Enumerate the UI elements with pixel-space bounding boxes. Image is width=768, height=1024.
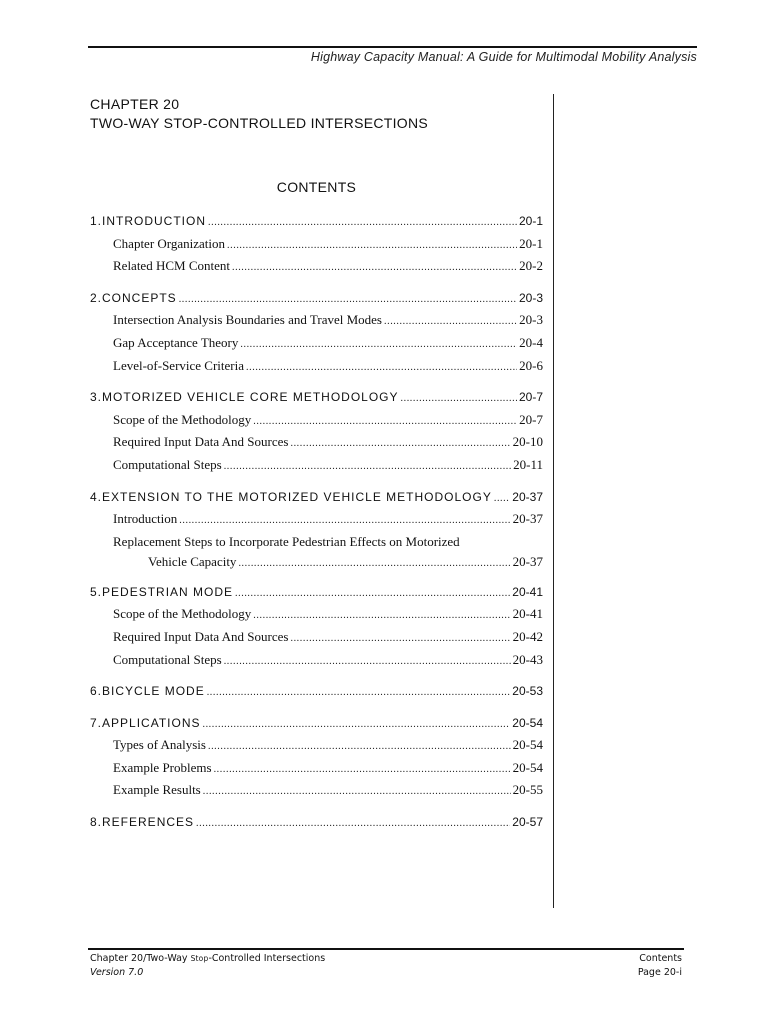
dot-leader <box>196 813 510 834</box>
toc-subentry-title: Example Results <box>113 782 201 798</box>
toc-subentry[interactable] <box>90 233 543 256</box>
chapter-heading <box>90 95 428 133</box>
toc-subentry[interactable] <box>90 603 543 626</box>
toc-entry-label <box>90 486 492 509</box>
toc-subentry-page: 20-54 <box>512 759 543 775</box>
toc-chapter-entry[interactable] <box>90 680 543 703</box>
toc-entry-title: PEDESTRIAN MODE <box>102 584 234 599</box>
toc-chapter-entry[interactable] <box>90 712 543 735</box>
toc-section <box>90 811 543 834</box>
toc-entry-label <box>90 712 200 735</box>
toc-subentry-title: Gap Acceptance Theory <box>113 334 239 350</box>
toc-entry-title: CONCEPTS <box>102 290 177 305</box>
toc-entry-title: REFERENCES <box>102 815 195 830</box>
toc-subentry[interactable] <box>90 332 543 355</box>
dot-leader <box>208 736 511 757</box>
toc-entry-title: APPLICATIONS <box>102 715 201 730</box>
toc-subentry-page: 20-42 <box>512 628 543 644</box>
toc-entry-title: BICYCLE MODE <box>102 684 205 699</box>
toc-section <box>90 210 543 278</box>
toc-subentry-title: Level-of-Service Criteria <box>113 357 245 373</box>
toc-subentry-page: 20-6 <box>519 357 543 373</box>
toc-subentry-page: 20-37 <box>512 553 543 569</box>
table-of-contents <box>90 210 543 843</box>
toc-subentry[interactable] <box>90 255 543 278</box>
toc-section <box>90 581 543 671</box>
toc-subentry-title: Example Problems <box>113 759 212 775</box>
dot-leader <box>240 334 517 355</box>
footer-page-number: Page 20-i <box>637 967 682 978</box>
dot-leader <box>384 311 517 332</box>
toc-entry-page: 20-3 <box>518 290 543 305</box>
toc-section <box>90 680 543 703</box>
toc-entry-number: 5. <box>90 584 103 599</box>
toc-subentry-page: 20-55 <box>512 782 543 798</box>
toc-section <box>90 386 543 476</box>
toc-entry-title: EXTENSION TO THE MOTORIZED VEHICLE METHODOLOGY <box>102 489 492 504</box>
toc-chapter-entry[interactable] <box>90 486 543 509</box>
toc-entry-page: 20-37 <box>512 489 543 504</box>
toc-subentry[interactable] <box>90 649 543 672</box>
dot-leader <box>235 583 510 604</box>
toc-subentry-page: 20-54 <box>512 737 543 753</box>
toc-subentry-title: Computational Steps <box>113 651 222 667</box>
toc-subentry-title: Chapter Organization <box>113 235 226 251</box>
chapter-number: CHAPTER 20 <box>90 96 180 112</box>
toc-entry-page: 20-57 <box>512 815 543 830</box>
toc-chapter-entry[interactable] <box>90 287 543 310</box>
toc-subentry-page: 20-43 <box>512 651 543 667</box>
running-header-title: Highway Capacity Manual: A Guide for Multimodal Mobility Analysis <box>310 50 697 64</box>
toc-subentry-title: Computational Steps <box>113 456 222 472</box>
toc-section <box>90 712 543 802</box>
toc-subentry-title: Related HCM Content <box>113 258 230 274</box>
toc-entry-page: 20-54 <box>512 715 543 730</box>
chapter-title: TWO-WAY STOP-CONTROLLED INTERSECTIONS <box>90 115 429 131</box>
toc-subentry-page: 20-2 <box>519 258 543 274</box>
toc-entry-label <box>90 287 177 310</box>
footer-right <box>638 952 682 980</box>
dot-leader <box>253 605 510 626</box>
toc-subentry-continuation: Vehicle Capacity <box>148 553 237 569</box>
toc-entry-label <box>90 680 205 703</box>
toc-entry-number: 6. <box>90 684 103 699</box>
dot-leader <box>207 682 511 703</box>
dot-leader <box>290 433 510 454</box>
toc-subentry[interactable] <box>90 454 543 477</box>
footer-chapter-prefix: Chapter 20/Two-Way <box>90 953 191 964</box>
dot-leader <box>246 357 517 378</box>
toc-entry-title: INTRODUCTION <box>102 214 207 228</box>
toc-entry-label <box>90 386 399 409</box>
toc-subentry[interactable] <box>90 734 543 757</box>
footer-chapter <box>90 952 325 966</box>
dot-leader <box>227 235 517 256</box>
toc-subentry-title: Scope of the Methodology <box>113 411 252 427</box>
toc-entry-label <box>90 581 233 604</box>
footer-rule <box>88 948 684 950</box>
dot-leader <box>253 411 517 432</box>
toc-entry-number: 2. <box>90 290 103 305</box>
toc-subentry[interactable] <box>90 626 543 649</box>
toc-chapter-entry[interactable] <box>90 386 543 409</box>
toc-entry-page: 20-1 <box>518 214 543 228</box>
footer-chapter-suffix: -Controlled Intersections <box>208 953 326 964</box>
toc-subentry-page: 20-10 <box>512 434 543 450</box>
toc-subentry-page: 20-11 <box>513 456 543 472</box>
toc-entry-number: 3. <box>90 390 103 405</box>
dot-leader <box>179 289 517 310</box>
toc-entry-number: 7. <box>90 715 103 730</box>
dot-leader <box>208 212 517 233</box>
toc-chapter-entry[interactable] <box>90 210 543 233</box>
toc-subentry[interactable] <box>90 431 543 454</box>
footer-chapter-smallcaps: Stop <box>190 954 209 963</box>
toc-subentry-title: Introduction <box>113 511 178 527</box>
dot-leader <box>224 651 511 672</box>
toc-subentry-page: 20-7 <box>519 411 543 427</box>
toc-subentry-title: Types of Analysis <box>113 737 206 753</box>
toc-subentry[interactable] <box>90 552 543 572</box>
header-rule <box>88 46 697 48</box>
toc-subentry-title: Scope of the Methodology <box>113 606 252 622</box>
dot-leader <box>494 488 510 509</box>
dot-leader <box>401 388 517 409</box>
dot-leader <box>214 759 511 780</box>
dot-leader <box>202 714 510 735</box>
dot-leader <box>203 781 511 802</box>
toc-subentry[interactable] <box>90 355 543 378</box>
toc-entry-number: 8. <box>90 815 103 830</box>
contents-title: CONTENTS <box>276 179 357 195</box>
toc-section <box>90 287 543 377</box>
footer-left <box>90 952 325 980</box>
toc-subentry[interactable] <box>90 508 543 531</box>
margin-rule <box>553 94 554 908</box>
toc-subentry[interactable] <box>90 757 543 780</box>
toc-section <box>90 486 543 572</box>
toc-subentry[interactable] <box>90 309 543 332</box>
toc-entry-number: 4. <box>90 489 103 504</box>
toc-entry-page: 20-53 <box>512 684 543 699</box>
footer-version: Version 7.0 <box>90 967 144 978</box>
dot-leader <box>232 257 517 278</box>
toc-subentry-title: Required Input Data And Sources <box>113 434 289 450</box>
dot-leader <box>224 456 511 477</box>
toc-entry-page: 20-7 <box>518 390 543 405</box>
toc-subentry-page: 20-37 <box>512 511 543 527</box>
toc-subentry-page: 20-4 <box>519 334 543 350</box>
toc-subentry[interactable] <box>90 409 543 432</box>
dot-leader <box>238 554 510 572</box>
toc-subentry-page: 20-41 <box>512 606 543 622</box>
toc-subentry[interactable] <box>90 779 543 802</box>
toc-entry-page: 20-41 <box>512 584 543 599</box>
toc-subentry-title: Required Input Data And Sources <box>113 628 289 644</box>
toc-subentry-page: 20-1 <box>519 235 543 251</box>
toc-entry-label <box>90 210 206 233</box>
toc-entry-title: MOTORIZED VEHICLE CORE METHODOLOGY <box>102 390 399 405</box>
dot-leader <box>179 510 510 531</box>
toc-entry-number: 1. <box>90 214 103 228</box>
toc-chapter-entry[interactable] <box>90 581 543 604</box>
toc-subentry-title: Intersection Analysis Boundaries and Travel Modes <box>113 312 382 328</box>
toc-subentry-page: 20-3 <box>519 312 543 328</box>
toc-entry-label <box>90 811 194 834</box>
toc-subentry-title[interactable]: Replacement Steps to Incorporate Pedestrian Effects on Motorized <box>113 533 460 549</box>
footer-section: Contents <box>639 953 682 964</box>
toc-chapter-entry[interactable] <box>90 811 543 834</box>
dot-leader <box>290 628 510 649</box>
